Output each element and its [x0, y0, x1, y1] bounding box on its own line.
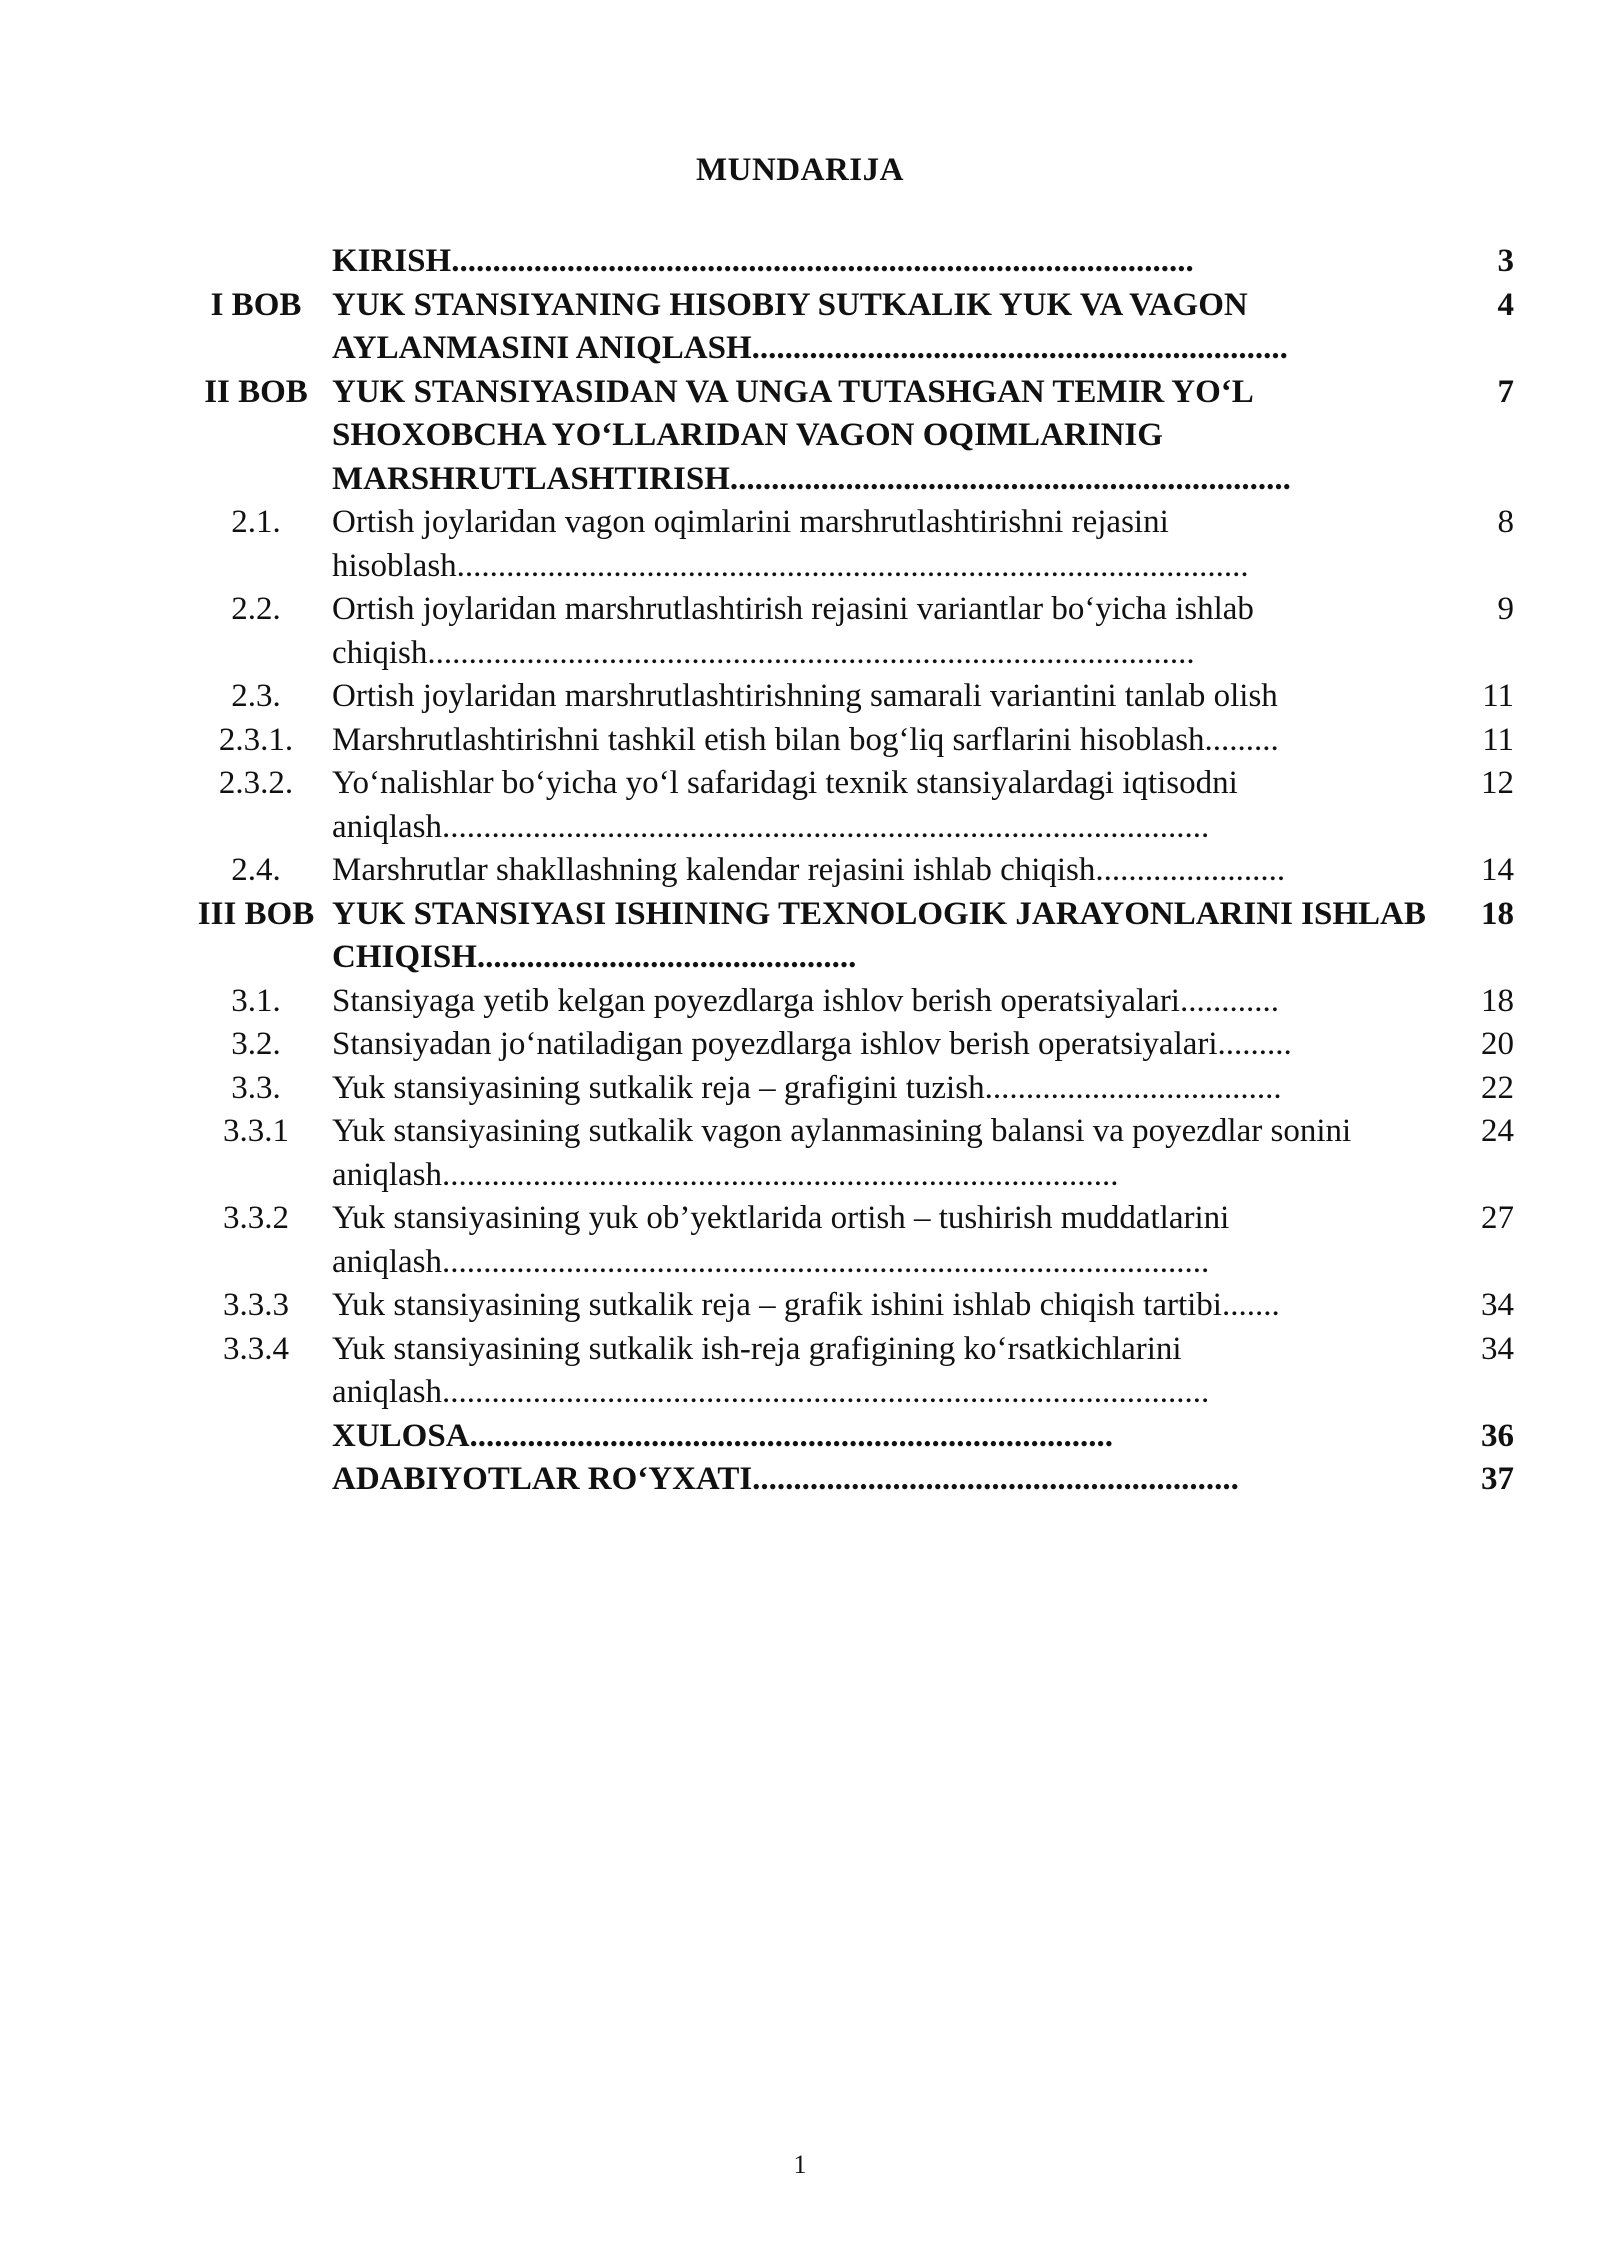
- toc-entry-number: I BOB: [210, 286, 302, 323]
- toc-entry-title-cell: [332, 893, 1432, 980]
- toc-entry: [180, 1110, 1520, 1197]
- toc-entry-title: Ortish joylaridan vagon oqimlarini marshrutlashtirishni rejasini hisoblash................................................................................................: [332, 504, 1249, 584]
- toc-entry-page: 27: [1481, 1200, 1514, 1236]
- toc-entry-title-cell: [332, 1284, 1432, 1328]
- page-number: 1: [793, 2150, 807, 2179]
- toc-entry-number: 3.3.1: [223, 1113, 289, 1149]
- toc-entry-number: 3.3.3: [223, 1287, 289, 1323]
- toc-entry-number: [180, 1415, 332, 1459]
- toc-entry-title: Yuk stansiyasining sutkalik vagon aylanmasining balansi va poyezdlar sonini aniqlash..................................................................................: [332, 1113, 1352, 1193]
- toc-entry-title-cell: [332, 1415, 1432, 1459]
- toc-entry: [180, 588, 1520, 675]
- toc-entry-title: Ortish joylaridan marshrutlashtirish rejasini variantlar bo‘yicha ishlab chiqish.............................................................................................: [332, 591, 1254, 671]
- toc-entry-page: 3: [1497, 243, 1514, 279]
- toc-entry: [180, 1284, 1520, 1328]
- toc-entry-page: 9: [1497, 591, 1514, 627]
- toc-entry: [180, 719, 1520, 763]
- toc-entry: [180, 980, 1520, 1024]
- toc-entry-title: Yuk stansiyasining yuk ob’yektlarida ortish – tushirish muddatlarini aniqlash.............................................................................................: [332, 1200, 1230, 1280]
- toc-entry-page: 12: [1481, 765, 1514, 801]
- page-title: MUNDARIJA: [696, 152, 904, 188]
- toc-entry-title: Stansiyadan jo‘natiladigan poyezdlarga ishlov berish operatsiyalari.........: [332, 1026, 1292, 1062]
- toc-entry-title: Yo‘nalishlar bo‘yicha yo‘l safaridagi texnik stansiyalardagi iqtisodni aniqlash.............................................................................................: [332, 765, 1238, 845]
- toc-entry-title: ADABIYOTLAR RO‘YXATI...........................................................: [332, 1461, 1239, 1497]
- toc-body: [180, 240, 1520, 1502]
- toc-entry: [180, 1197, 1520, 1284]
- toc-entry-title-cell: [332, 1197, 1432, 1284]
- toc-entry-title: Yuk stansiyasining sutkalik ish-reja grafigining ko‘rsatkichlarini aniqlash.............................................................................................: [332, 1330, 1210, 1410]
- toc-entry-title: YUK STANSIYANING HISOBIY SUTKALIK YUK VA VAGON AYLANMASINI ANIQLASH.................................................................: [332, 286, 1288, 366]
- toc-entry-number: [180, 1458, 332, 1502]
- toc-entry: [180, 1023, 1520, 1067]
- toc-entry: [180, 371, 1520, 502]
- toc-entry-title-cell: [332, 1110, 1432, 1197]
- toc-entry-title: Marshrutlashtirishni tashkil etish bilan bog‘liq sarflarini hisoblash.........: [332, 721, 1279, 758]
- toc-entry-title: Ortish joylaridan marshrutlashtirishning samarali variantini tanlab olish: [332, 678, 1278, 714]
- toc-entry-title-cell: [332, 719, 1432, 763]
- toc-entry: [180, 284, 1520, 371]
- toc-entry: [180, 1328, 1520, 1415]
- toc-entry-title: Yuk stansiyasining sutkalik reja – grafigini tuzish....................................: [332, 1069, 1282, 1106]
- toc-entry-number: 2.1.: [231, 504, 281, 540]
- toc-entry-title-cell: [332, 1067, 1432, 1111]
- toc-entry-page: 8: [1497, 504, 1514, 540]
- toc-entry-title-cell: [332, 1458, 1432, 1502]
- toc-entry-title: YUK STANSIYASIDAN VA UNGA TUTASHGAN TEMIR YO‘L SHOXOBCHA YO‘LLARIDAN VAGON OQIMLARINIG MARSHRUTLASHTIRISH....................................................................: [332, 373, 1291, 497]
- toc-entry-title-cell: [332, 284, 1432, 371]
- toc-entry: [180, 893, 1520, 980]
- toc-entry-title-cell: [332, 371, 1432, 502]
- toc-entry-title: YUK STANSIYASI ISHINING TEXNOLOGIK JARAYONLARINI ISHLAB CHIQISH..............................................: [332, 895, 1426, 975]
- toc-entry-title-cell: [332, 762, 1432, 849]
- toc-entry: [180, 675, 1520, 719]
- toc-entry-number: II BOB: [204, 373, 308, 410]
- toc-entry-number: 3.2.: [231, 1026, 281, 1062]
- toc-entry-number: 3.1.: [231, 982, 281, 1019]
- toc-entry-page: 7: [1497, 373, 1514, 410]
- toc-entry-page: 22: [1481, 1069, 1514, 1106]
- toc-entry-page: 34: [1481, 1330, 1514, 1367]
- toc-entry-title-cell: [332, 501, 1432, 588]
- toc-entry: [180, 762, 1520, 849]
- toc-entry: [180, 1458, 1520, 1502]
- toc-entry-number: 2.3.2.: [218, 765, 294, 801]
- toc-entry-title-cell: [332, 849, 1432, 893]
- toc-entry-page: 20: [1481, 1026, 1514, 1062]
- toc-entry-number: 3.3.: [231, 1069, 281, 1106]
- toc-entry-page: 4: [1497, 286, 1514, 323]
- toc-entry-page: 18: [1481, 895, 1514, 932]
- table-of-contents: [180, 240, 1520, 1502]
- toc-entry-page: 34: [1481, 1287, 1514, 1323]
- toc-entry-title-cell: [332, 240, 1432, 284]
- toc-entry-page: 24: [1481, 1113, 1514, 1149]
- toc-entry-number: 3.3.4: [223, 1330, 289, 1367]
- toc-entry-title: KIRISH..........................................................................................: [332, 243, 1194, 279]
- toc-entry-page: 18: [1481, 982, 1514, 1019]
- toc-entry-title: Marshrutlar shakllashning kalendar rejasini ishlab chiqish.......................: [332, 852, 1286, 888]
- toc-entry-number: 2.4.: [231, 852, 281, 888]
- toc-entry-title: XULOSA..............................................................................: [332, 1417, 1114, 1454]
- toc-entry: [180, 1415, 1520, 1459]
- toc-entry-title: Yuk stansiyasining sutkalik reja – grafik ishini ishlab chiqish tartibi.......: [332, 1287, 1280, 1323]
- toc-entry-page: 36: [1481, 1417, 1514, 1454]
- toc-entry-title-cell: [332, 1023, 1432, 1067]
- toc-entry-page: 37: [1481, 1461, 1514, 1497]
- toc-entry-title: Stansiyaga yetib kelgan poyezdlarga ishlov berish operatsiyalari............: [332, 982, 1279, 1019]
- toc-entry-page: 11: [1482, 721, 1514, 758]
- toc-entry: [180, 501, 1520, 588]
- toc-entry-title-cell: [332, 980, 1432, 1024]
- toc-entry-number: 3.3.2: [223, 1200, 289, 1236]
- toc-entry-number: 2.3.: [231, 678, 281, 714]
- toc-entry: [180, 849, 1520, 893]
- toc-entry-number: 2.3.1.: [218, 721, 294, 758]
- toc-entry-title-cell: [332, 1328, 1432, 1415]
- toc-entry-title-cell: [332, 675, 1432, 719]
- toc-entry-page: 14: [1481, 852, 1514, 888]
- toc-entry-page: 11: [1482, 678, 1514, 714]
- toc-entry: [180, 1067, 1520, 1111]
- toc-entry-number: 2.2.: [231, 591, 281, 627]
- toc-entry-title-cell: [332, 588, 1432, 675]
- toc-entry-number: III BOB: [197, 895, 315, 932]
- toc-entry: [180, 240, 1520, 284]
- toc-entry-number: [180, 240, 332, 284]
